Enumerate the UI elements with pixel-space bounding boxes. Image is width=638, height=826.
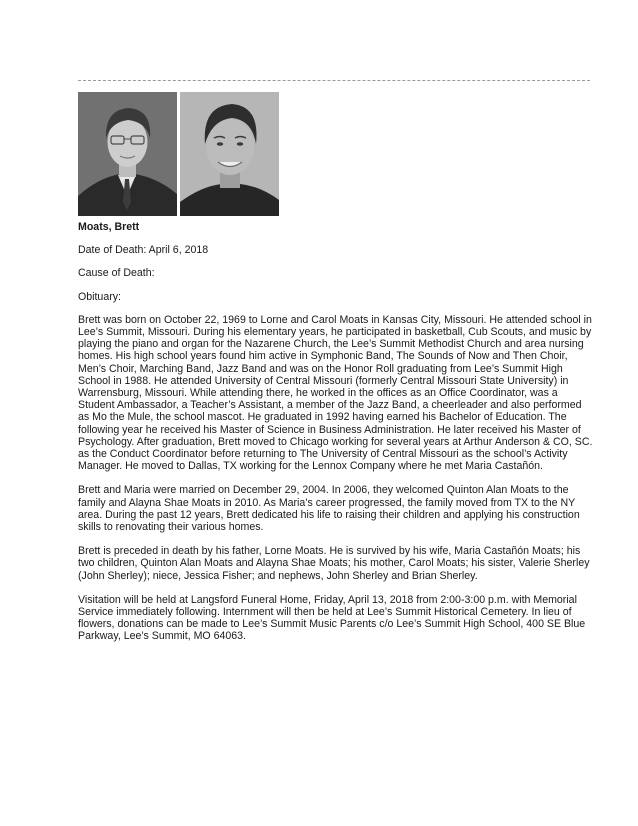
cause-of-death: Cause of Death: — [78, 267, 155, 280]
adult-portrait-photo — [180, 92, 279, 216]
photo-row — [78, 92, 279, 216]
paragraph-biography: Brett was born on October 22, 1969 to Lorne and Carol Moats in Kansas City, Missouri. He attended school in Lee’s Summit, Missouri. During his elementary years, he participated in basketball, Cub Scouts, and music by playing the piano and organ for the Nazarene Church, the Lee’s Summit Methodist Church and area nursing homes. His high school years found him active in Symphonic Band, The Sounds of Now and Then Choir, Men’s Choir, Marching Band, Jazz Band and was on the Honor Roll graduating from Lee’s Summit High School in 1988. He attended University of Central Missouri (formerly Central Missouri State University) in Warrensburg, Missouri. While attending there, he worked in the offices as an Office Coordinator, was a Student Ambassador, a Teacher’s Assistant, a member of the Jazz Band, a cheerleader and also performed as Mo the Mule, the school mascot. He graduated in 1992 having earned his Bachelor of Education. The following year he received his Master of Science in Business Administration. He later received his Master of Psychology. After graduation, Brett moved to Chicago working for several years at Arthur Anderson & CO, SC. as the Conduct Coordinator before returning to The University of Central Missouri as the school’s Activity Manager. He moved to Dallas, TX working for the Lennox Company where he met Maria Castañón. — [78, 313, 593, 473]
school-portrait-photo — [78, 92, 177, 216]
obituary-label: Obituary: — [78, 290, 121, 303]
paragraph-services: Visitation will be held at Langsford Funeral Home, Friday, April 13, 2018 from 2:00-3:00 p.m. with Memorial Service immediately following. Internment will then be held at Lee’s Summit Historical Cemetery. In lieu of flowers, donations can be made to Lee’s Summit Music Parents c/o Lee’s Summit High School, 400 SE Blue Parkway, Lee’s Summit, MO 64063. — [78, 593, 586, 643]
deceased-name: Moats, Brett — [78, 221, 140, 233]
obituary-text — [78, 221, 593, 655]
dashed-divider — [78, 80, 590, 81]
paragraph-survivors: Brett is preceded in death by his father, Lorne Moats. He is survived by his wife, Maria Castañón Moats; his two children, Quinton Alan Moats and Alayna Shae Moats; his mother, Carol Moats; his sister, Valerie Sherley (John Sherley); niece, Jessica Fisher; and nephews, John Sherley and Brian Sherley. — [78, 545, 590, 582]
paragraph-family: Brett and Maria were married on December 29, 2004. In 2006, they welcomed Quinton Alan Moats to the family and Alayna Shae Moats in 2010. As Maria’s career progressed, the family moved from TX to the NY area. During the past 12 years, Brett dedicated his life to raising their children and applying his construction skills to renovating their various homes. — [78, 484, 580, 534]
date-of-death: Date of Death: April 6, 2018 — [78, 244, 209, 257]
